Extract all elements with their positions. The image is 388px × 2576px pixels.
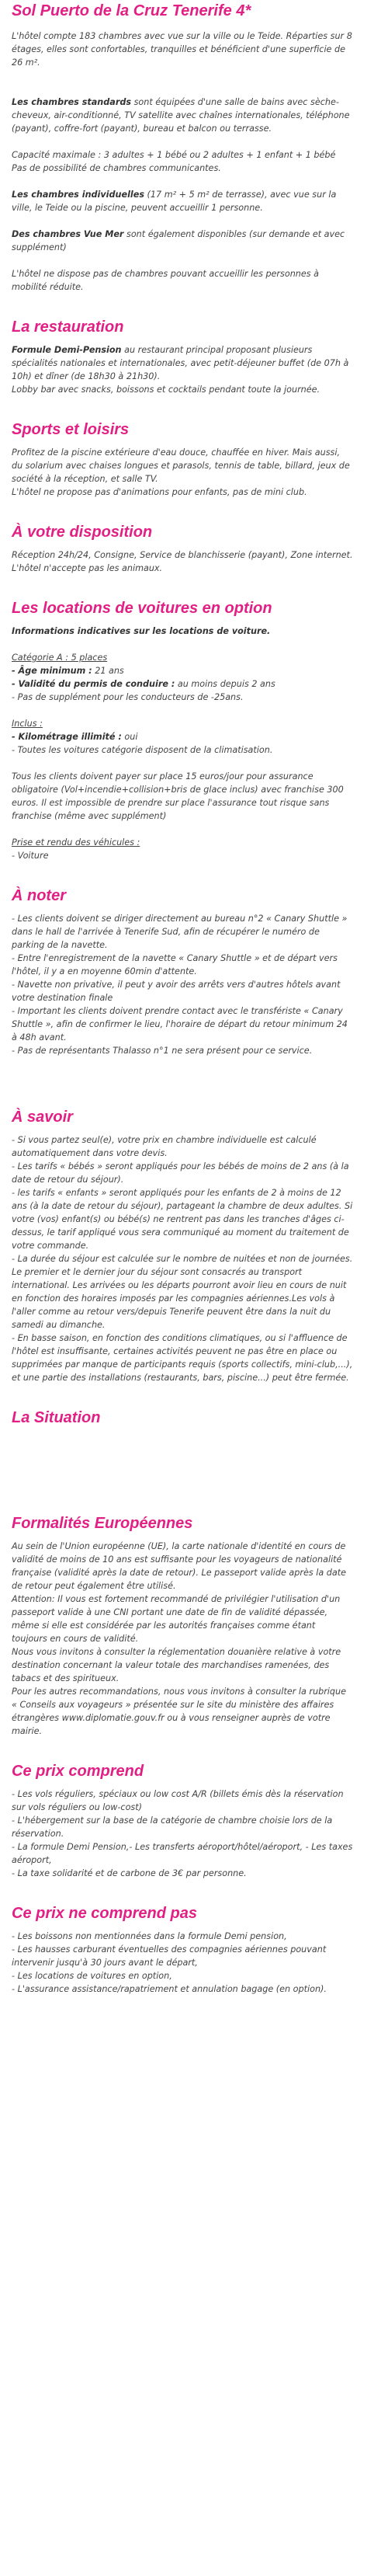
car-category-text: Catégorie A : 5 places	[12, 653, 108, 663]
included-title-text: Inclus :	[12, 719, 43, 729]
mileage-label: - Kilométrage illimité :	[12, 732, 122, 742]
mileage-value: oui	[121, 732, 138, 742]
rooms-intro: L'hôtel compte 183 chambres avec vue sur la ville ou le Teide. Réparties sur 8 étages, elles sont confortables, tranquilles et bénéficient d'une superficie de 26 m².	[12, 31, 352, 68]
sports-heading: Sports et loisirs	[12, 421, 130, 438]
included-item: - La taxe solidarité et de carbone de 3€ par personne.	[12, 1868, 247, 1878]
pickup-value: - Voiture	[12, 851, 49, 861]
restauration-heading: La restauration	[12, 319, 124, 336]
know-item: - Les tarifs « bébés » seront appliqués pour les bébés de moins de 2 ans (à la date de retour du séjour).	[12, 1161, 349, 1185]
cars-heading: Les locations de voitures en option	[12, 600, 272, 617]
notes-heading: À noter	[12, 887, 66, 904]
standard-rooms-title: Les chambres standards	[12, 97, 132, 107]
note-item: - Important les clients doivent prendre contact avec le transfériste « Canary Shuttle », afin de confirmer le lieu, l'horaire de départ du retour minimum 24 à 48h avant.	[12, 1006, 348, 1043]
excluded-item: - Les locations de voitures en option,	[12, 1971, 172, 1981]
excluded-item: - L'assurance assistance/rapatriement et annulation bagage (en option).	[12, 1984, 327, 1994]
cars-subtitle-text: Informations indicatives sur les locations de voiture.	[12, 626, 271, 636]
note-item: - Pas de représentants Thalasso n°1 ne sera présent pour ce service.	[12, 1046, 313, 1056]
standard-rooms	[12, 96, 353, 135]
included-heading: Ce prix comprend	[12, 1763, 144, 1780]
note-item: - Les clients doivent se diriger directement au bureau n°2 « Canary Shuttle » dans le hall de l'arrivée à Tenerife Sud, afin de récupérer le numéro de parking de la navette.	[12, 914, 348, 950]
excluded-item: - Les hausses carburant éventuelles des compagnies aériennes pouvant intervenir jusqu'à 30 jours avant le départ,	[12, 1944, 327, 1968]
formula	[12, 343, 353, 383]
no-pmr: L'hôtel ne dispose pas de chambres pouvant accueillir les personnes à mobilité réduite.	[12, 269, 320, 292]
mileage	[12, 730, 353, 743]
situation-heading: La Situation	[12, 1409, 101, 1426]
hotel-title: Sol Puerto de la Cruz Tenerife 4*	[12, 2, 251, 19]
sports-text: Profitez de la piscine extérieure d'eau douce, chauffée en hiver. Mais aussi, du solarium avec chaises longues et parasols, tennis de table, billard, jeux de société à la réception, et salle TV.	[12, 447, 350, 484]
formalities-p1: Au sein de l'Union européenne (UE), la carte nationale d'identité en cours de validité de moins de 10 ans est suffisante pour les voyageurs de nationalité française (validité après la date de retour). Le passeport valide après la date de retour peut également être utilisé.	[12, 1541, 346, 1591]
seaview-rooms-title: Des chambres Vue Mer	[12, 229, 124, 239]
know-item: - Si vous partez seul(e), votre prix en chambre individuelle est calculé automatiquement dans votre devis.	[12, 1135, 317, 1158]
included-item: - La formule Demi Pension,- Les transferts aéroport/hôtel/aéroport, - Les taxes aéroport,	[12, 1842, 353, 1865]
min-age-value: 21 ans	[92, 666, 124, 676]
excluded-heading: Ce prix ne comprend pas	[12, 1905, 197, 1922]
disposition-text: Réception 24h/24, Consigne, Service de blanchisserie (payant), Zone internet.	[12, 550, 353, 560]
standard-rooms-text: sont équipées d'une salle de bains avec sèche-cheveux, air-conditionné, TV satellite avec chaînes internationales, téléphone (payant), coffre-fort (payant), bureau et balcon ou terrasse.	[12, 97, 350, 134]
seaview-rooms-text: sont également disponibles (sur demande et avec supplément)	[12, 229, 345, 252]
air-conditioning: - Toutes les voitures catégorie disposent de la climatisation.	[12, 745, 273, 755]
seaview-rooms	[12, 228, 353, 254]
included-item: - Les vols réguliers, spéciaux ou low cost A/R (billets émis dès la réservation sur vols réguliers ou low-cost)	[12, 1789, 344, 1812]
min-age	[12, 664, 353, 677]
included-item: - L'hébergement sur la base de la catégorie de chambre choisie lors de la réservation.	[12, 1815, 333, 1839]
formalities-heading: Formalités Européennes	[12, 1515, 193, 1532]
insurance-deposit: Tous les clients doivent payer sur place 15 euros/jour pour assurance obligatoire (Vol+incendie+collision+bris de glace inclus) avec franchise 300 euros. Il est impossible de prendre sur place l'assurance tout risque sans franchise (même avec supplément)	[12, 771, 344, 821]
included-title	[12, 717, 353, 730]
individual-rooms	[12, 188, 353, 214]
min-age-label: - Âge minimum :	[12, 666, 92, 676]
formula-text: au restaurant principal proposant plusieurs spécialités nationales et internationales, avec petit-déjeuner buffet (de 07h à 10h) et dîner (de 18h30 à 21h30).	[12, 345, 349, 381]
license-validity	[12, 677, 353, 691]
no-supplement: - Pas de supplément pour les conducteurs de -25ans.	[12, 692, 244, 702]
know-item: - les tarifs « enfants » seront appliqués pour les enfants de 2 à moins de 12 ans (à la date de retour du séjour), partageant la chambre de deux adultes. Si votre (vos) enfant(s) ou bébé(s) ne rentrent pas dans les tranches d'âges ci-dessus, le tarif appliqué vous sera communiqué au moment du traitement de votre commande.	[12, 1188, 353, 1251]
know-item: - La durée du séjour est calculée sur le nombre de nuitées et non de journées. Le premier et le dernier jour du séjour sont consacrés au transport international. Les arrivées ou les départs pourront avoir lieu en cours de nuit en fonction des horaires imposés par les compagnies aériennes.Les vols à l'aller comme au retour vers/depuis Tenerife peuvent être dans la nuit du samedi au dimanche.	[12, 1254, 353, 1330]
pickup-title	[12, 836, 353, 849]
know-item: - En basse saison, en fonction des conditions climatiques, ou si l'affluence de l'hôtel est insuffisante, certaines activités peuvent ne pas être en place ou supprimées par manque de participants requis (sports collectifs, mini-club,...), et une partie des installations (restaurants, bars, piscine...) peut être fermée.	[12, 1333, 353, 1383]
lobby-bar: Lobby bar avec snacks, boissons et cocktails pendant toute la journée.	[12, 385, 320, 395]
no-animation: L'hôtel ne propose pas d'animations pour enfants, pas de mini club.	[12, 487, 307, 497]
car-category	[12, 651, 353, 664]
validity-value: au moins depuis 2 ans	[175, 679, 275, 689]
formula-title: Formule Demi-Pension	[12, 345, 122, 355]
formalities-p2: Attention: Il vous est fortement recommandé de privilégier l'utilisation d'un passeport valide à une CNI portant une date de fin de validité dépassée, même si elle est considérée par les autorités françaises comme étant toujours en cours de validité.	[12, 1594, 341, 1644]
formalities-p4: Pour les autres recommandations, nous vous invitons à consulter la rubrique « Conseils aux voyageurs » présentée sur le site du ministère des affaires étrangères www.diplomatie.gouv.fr ou à vous renseigner auprès de votre mairie.	[12, 1687, 346, 1736]
pickup-title-text: Prise et rendu des véhicules :	[12, 837, 140, 848]
know-heading: À savoir	[12, 1109, 73, 1126]
disposition-heading: À votre disposition	[12, 524, 153, 541]
individual-rooms-text: (17 m² + 5 m² de terrasse), avec vue sur la ville, le Teide ou la piscine, peuvent accueillir 1 personne.	[12, 190, 337, 213]
individual-rooms-title: Les chambres individuelles	[12, 190, 144, 200]
note-item: - Entre l'enregistrement de la navette « Canary Shuttle » et de départ vers l'hôtel, il y a en moyenne 60min d'attente.	[12, 953, 338, 976]
validity-label: - Validité du permis de conduire :	[12, 679, 175, 689]
cars-subtitle	[12, 625, 353, 638]
no-animals: L'hôtel n'accepte pas les animaux.	[12, 563, 163, 573]
no-communicating: Pas de possibilité de chambres communicantes.	[12, 163, 221, 173]
excluded-item: - Les boissons non mentionnées dans la formule Demi pension,	[12, 1931, 287, 1941]
note-item: - Navette non privative, il peut y avoir des arrêts vers d'autres hôtels avant votre destination finale	[12, 980, 341, 1003]
capacity: Capacité maximale : 3 adultes + 1 bébé ou 2 adultes + 1 enfant + 1 bébé	[12, 150, 336, 160]
formalities-p3: Nous vous invitons à consulter la réglementation douanière relative à votre destination concernant la valeur totale des marchandises ramenées, des tabacs et des spiritueux.	[12, 1647, 341, 1683]
